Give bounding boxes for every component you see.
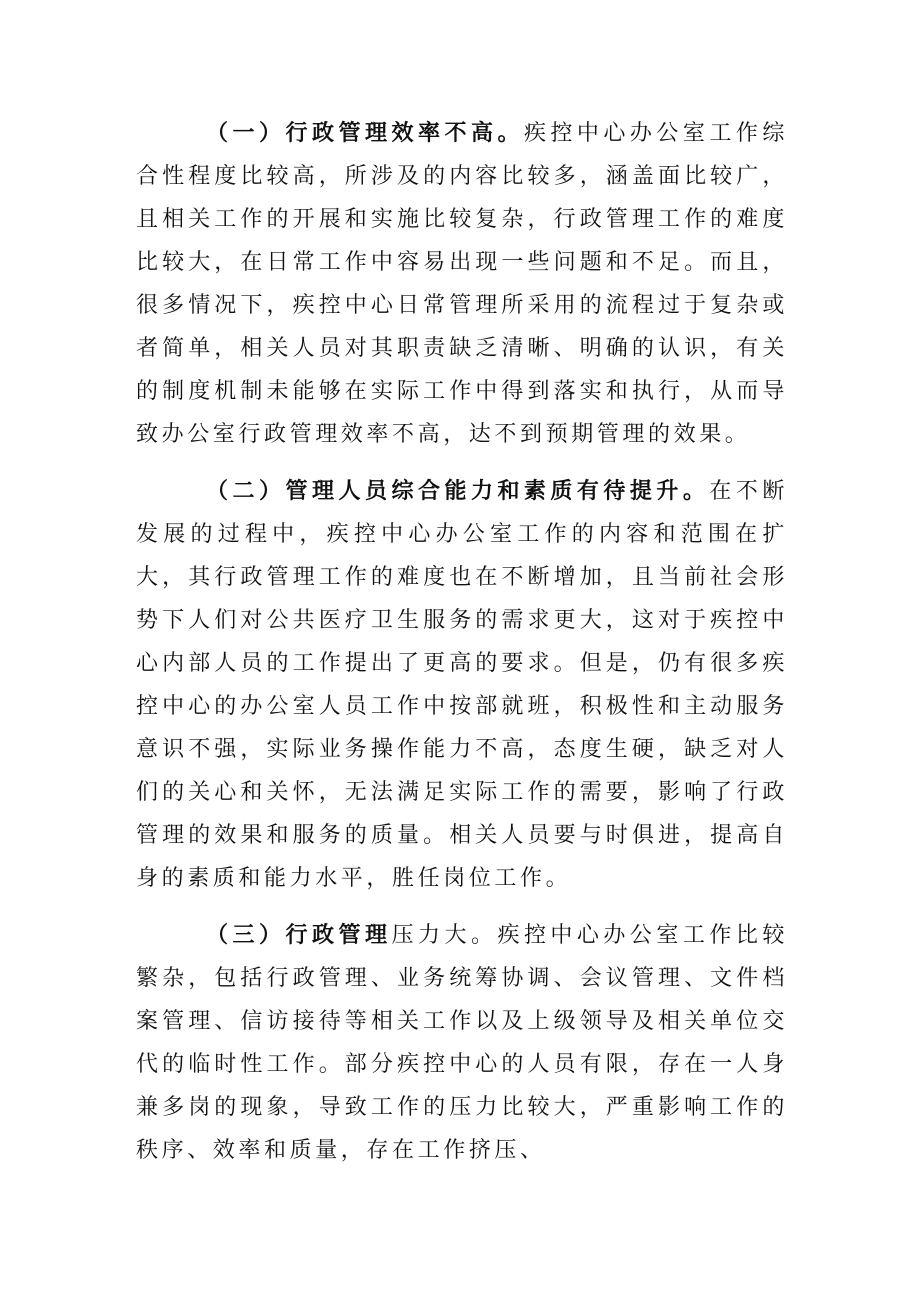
paragraph-3-heading: （三）行政管理: [206, 923, 392, 948]
paragraph-2-body: 在不断发展的过程中，疾控中心办公室工作的内容和范围在扩大，其行政管理工作的难度也在不断增加，且当前社会形势下人们对公共医疗卫生服务的需求更大，这对于疾控中心内部人员的工作提出了更高的要求。但是，仍有很多疾控中心的办公室人员工作中按部就班，积极性和主动服务意识不强，实际业务操作能力不高，态度生硬，缺乏对人们的关心和关怀，无法满足实际工作的需要，影响了行政管理的效果和服务的质量。相关人员要与时俱进，提高自身的素质和能力水平，胜任岗位工作。: [136, 479, 788, 891]
paragraph-1-heading: （一）行政管理效率不高。: [206, 121, 524, 146]
paragraph-1-body: 疾控中心办公室工作综合性程度比较高，所涉及的内容比较多，涵盖面比较广，且相关工作的开展和实施比较复杂，行政管理工作的难度比较大，在日常工作中容易出现一些问题和不足。而且，很多情况下，疾控中心日常管理所采用的流程过于复杂或者简单，相关人员对其职责缺乏清晰、明确的认识，有关的制度机制未能够在实际工作中得到落实和执行，从而导致办公室行政管理效率不高，达不到预期管理的效果。: [136, 121, 788, 447]
paragraph-3-body: 压力大。疾控中心办公室工作比较繁杂，包括行政管理、业务统筹协调、会议管理、文件档案管理、信访接待等相关工作以及上级领导及相关单位交代的临时性工作。部分疾控中心的人员有限，存在一人身兼多岗的现象，导致工作的压力比较大，严重影响工作的秩序、效率和质量，存在工作挤压、: [136, 923, 788, 1163]
paragraph-2-heading: （二）管理人员综合能力和素质有待提升。: [206, 479, 710, 504]
paragraph-2: [136, 470, 788, 900]
paragraph-3: [136, 914, 788, 1172]
paragraph-1: [136, 112, 788, 456]
